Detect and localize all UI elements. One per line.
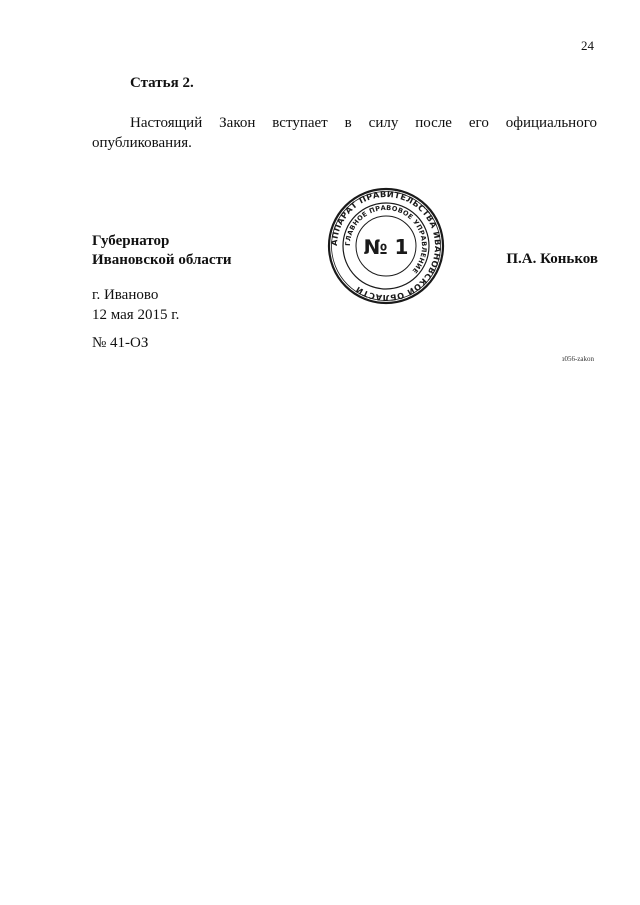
article-body [92, 113, 597, 153]
article-title: Статья 2. [130, 75, 194, 91]
seal-inner-text: ГЛАВНОЕ ПРАВОВОЕ УПРАВЛЕНИЕ [343, 203, 429, 275]
place-and-date [92, 285, 179, 325]
signatory-name: П.А. Коньков [506, 251, 598, 267]
page-number: 24 [581, 38, 594, 53]
signatory-title-line1: Губернатор [92, 233, 170, 249]
place-city: г. Иваново [92, 287, 159, 303]
law-number: № 41-ОЗ [92, 335, 149, 351]
signatory-title [92, 232, 232, 270]
article-body-text: Настоящий Закон вступает в силу после его официального опубликования. [92, 115, 597, 151]
document-code: з056-zakon [561, 355, 594, 363]
seal-number: № 1 [363, 235, 409, 259]
official-seal-stamp [326, 186, 446, 306]
seal-outer-text: АППАРАТ ПРАВИТЕЛЬСТВА ИВАНОВСКОЙ ОБЛАСТИ [328, 188, 444, 304]
signatory-title-line2: Ивановской области [92, 252, 232, 268]
signing-date: 12 мая 2015 г. [92, 307, 180, 323]
